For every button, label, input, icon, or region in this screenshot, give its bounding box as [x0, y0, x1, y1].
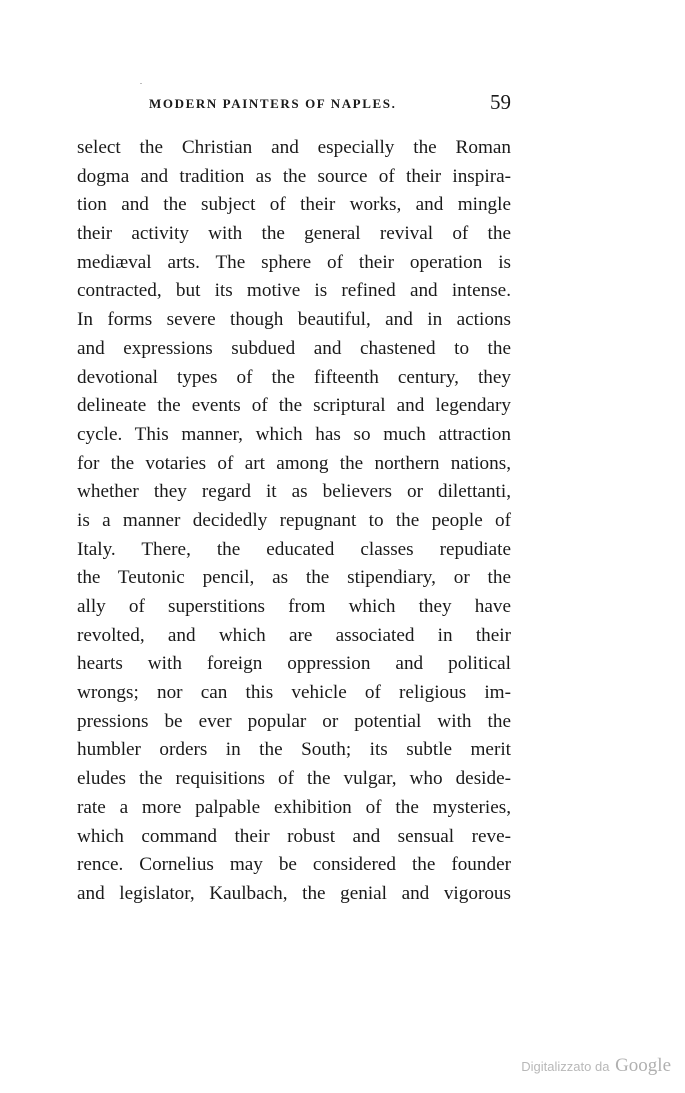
text-line: and legislator, Kaulbach, the genial and vigorous [77, 882, 511, 904]
text-line: the Teutonic pencil, as the stipendiary, or the [77, 567, 511, 589]
text-line: and expressions subdued and chastened to the [77, 337, 511, 359]
text-line: ally of superstitions from which they have [77, 596, 511, 617]
text-line: mediæval arts. The sphere of their operation is [77, 251, 511, 273]
text-line: rence. Cornelius may be considered the founder [77, 854, 511, 876]
text-line: humbler orders in the South; its subtle merit [77, 739, 511, 761]
google-logo-text: Google [615, 1055, 671, 1076]
text-line: hearts with foreign oppression and political [77, 653, 511, 675]
text-line: pressions be ever popular or potential with the [77, 710, 511, 732]
text-line: revolted, and which are associated in their [77, 624, 511, 646]
running-title: MODERN PAINTERS OF NAPLES. [149, 96, 397, 111]
text-line: In forms severe though beautiful, and in actions [77, 309, 511, 331]
text-line: for the votaries of art among the northern nations, [77, 452, 511, 474]
text-line: wrongs; nor can this vehicle of religious im- [77, 682, 511, 704]
text-line: tion and the subject of their works, and mingle [77, 194, 511, 216]
body-text [77, 134, 511, 909]
text-line: is a manner decidedly repugnant to the people of [77, 509, 511, 531]
running-head [77, 90, 511, 120]
text-line: delineate the events of the scriptural and legendary [77, 395, 511, 417]
text-line: rate a more palpable exhibition of the mysteries, [77, 796, 511, 818]
text-line: which command their robust and sensual reve- [77, 825, 511, 847]
text-line: whether they regard it as believers or dilettanti, [77, 481, 511, 503]
text-line: contracted, but its motive is refined and intense. [77, 280, 511, 302]
page-number: 59 [490, 90, 511, 114]
text-line: cycle. This manner, which has so much attraction [77, 423, 511, 445]
text-line: devotional types of the fifteenth century, they [77, 366, 511, 388]
text-line: dogma and tradition as the source of their inspira- [77, 165, 511, 187]
text-line: Italy. There, the educated classes repudiate [77, 538, 511, 560]
scan-speck [140, 83, 142, 84]
digitization-watermark [521, 1055, 671, 1077]
text-line: eludes the requisitions of the vulgar, who deside- [77, 768, 511, 790]
text-line: their activity with the general revival of the [77, 223, 511, 245]
watermark-prefix: Digitalizzato da [521, 1059, 610, 1074]
text-line: select the Christian and especially the Roman [77, 137, 511, 158]
